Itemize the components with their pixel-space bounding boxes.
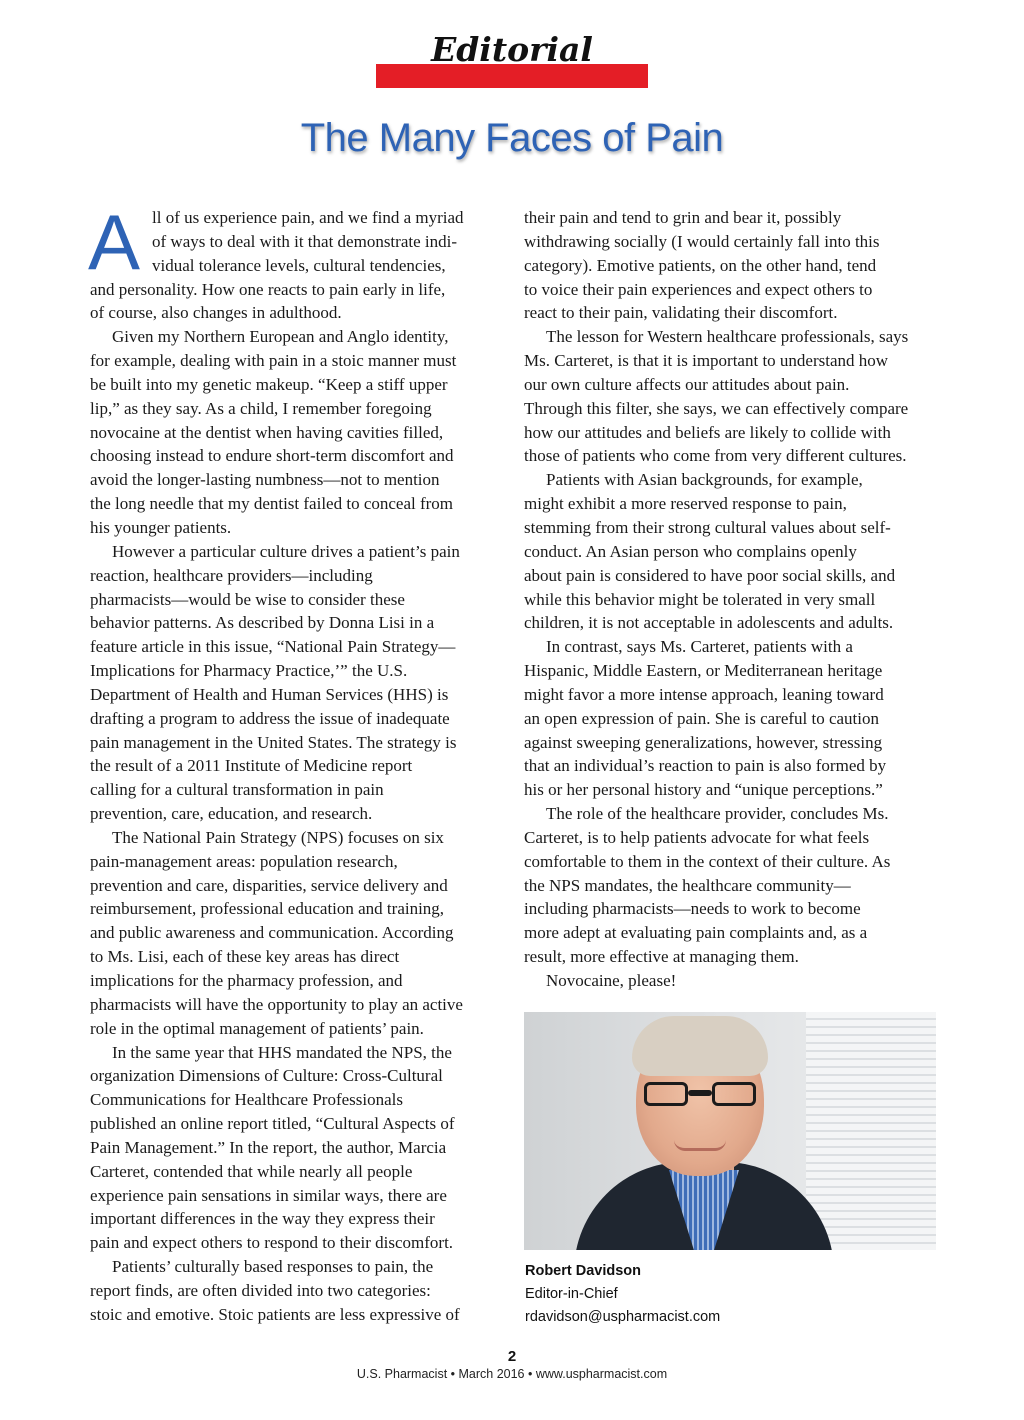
text-line: might exhibit a more reserved response to pain,	[524, 494, 847, 514]
text-line: Hispanic, Middle Eastern, or Mediterranean heritage	[524, 661, 883, 681]
text-line: Carteret, contended that while nearly all people	[90, 1161, 413, 1181]
article-column-right	[524, 206, 940, 993]
text-line: experience pain sensations in similar ways, there are	[90, 1185, 447, 1205]
text-line: to voice their pain experiences and expect others to	[524, 279, 873, 299]
text-line: novocaine at the dentist when having cavities filled,	[90, 422, 444, 442]
author-photo	[524, 1012, 936, 1250]
text-line: and public awareness and communication. According	[90, 923, 454, 943]
author-email[interactable]: rdavidson@uspharmacist.com	[525, 1309, 721, 1325]
text-line: important differences in the way they express their	[90, 1209, 435, 1229]
text-line: Through this filter, she says, we can effectively compare	[524, 398, 909, 418]
text-line: his younger patients.	[90, 517, 232, 537]
text-line: react to their pain, validating their discomfort.	[524, 303, 838, 323]
text-line: of course, also changes in adulthood.	[90, 303, 342, 323]
text-line: withdrawing socially (I would certainly fall into this	[524, 231, 880, 251]
glasses-icon	[644, 1082, 756, 1108]
text-line: reimbursement, professional education and training,	[90, 899, 445, 919]
text-line: The lesson for Western healthcare professionals, says	[546, 327, 909, 347]
text-line: Ms. Carteret, is that it is important to understand how	[524, 351, 889, 371]
text-line: However a particular culture drives a patient’s pain	[112, 541, 460, 561]
text-line: the NPS mandates, the healthcare community—	[524, 875, 851, 895]
text-line: stoic and emotive. Stoic patients are less expressive of	[90, 1304, 460, 1324]
text-line: drafting a program to address the issue of inadequate	[90, 708, 450, 728]
text-line: In the same year that HHS mandated the NPS, the	[112, 1042, 452, 1062]
text-line: Novocaine, please!	[546, 971, 677, 990]
text-line: pharmacists—would be wise to consider these	[90, 589, 405, 609]
text-line: The role of the healthcare provider, concludes Ms.	[546, 804, 889, 824]
text-line: behavior patterns. As described by Donna Lisi in a	[90, 613, 435, 633]
text-line: our own culture affects our attitudes about pain.	[524, 374, 850, 394]
text-line: the long needle that my dentist failed to conceal from	[90, 494, 454, 514]
text-line: stemming from their strong cultural values about self-	[524, 517, 891, 537]
text-line: Carteret, is to help patients advocate for what feels	[524, 827, 870, 847]
article-column-left	[88, 198, 506, 1327]
text-line: Given my Northern European and Anglo identity,	[112, 327, 449, 347]
text-line: pharmacists will have the opportunity to play an active	[90, 994, 463, 1014]
text-line: for example, dealing with pain in a stoic manner must	[90, 351, 457, 371]
text-line: organization Dimensions of Culture: Cross-Cultural	[90, 1066, 443, 1086]
text-line: avoid the longer-lasting numbness—not to mention	[90, 470, 440, 490]
text-line: prevention and care, disparities, service delivery and	[90, 875, 448, 895]
text-line: of ways to deal with it that demonstrate indi-	[152, 231, 457, 251]
text-line: lip,” as they say. As a child, I remember foregoing	[90, 398, 432, 418]
text-line: might favor a more intense approach, leaning toward	[524, 684, 884, 704]
text-line: children, it is not acceptable in adolescents and adults.	[524, 613, 894, 633]
text-line: against sweeping generalizations, however, stressing	[524, 732, 883, 752]
footer-line: U.S. Pharmacist • March 2016 • www.uspharmacist.com	[356, 1367, 668, 1381]
text-line: his or her personal history and “unique perceptions.”	[524, 780, 883, 800]
text-line: Patients’ culturally based responses to pain, the	[112, 1257, 434, 1277]
text-line: Patients with Asian backgrounds, for example,	[546, 470, 863, 490]
text-line: to Ms. Lisi, each of these key areas has direct	[90, 947, 400, 967]
window-blinds	[806, 1012, 936, 1250]
text-line: ll of us experience pain, and we find a myriad	[152, 208, 464, 227]
text-line: pain-management areas: population research,	[90, 851, 398, 871]
text-line: prevention, care, education, and research.	[90, 804, 373, 824]
article-title: The Many Faces of Pain	[300, 116, 724, 160]
text-line: Department of Health and Human Services (HHS) is	[90, 684, 449, 704]
text-line: comfortable to them in the context of their culture. As	[524, 851, 891, 871]
text-line: and personality. How one reacts to pain early in life,	[90, 279, 446, 299]
text-line: their pain and tend to grin and bear it, possibly	[524, 208, 842, 227]
text-line: pain management in the United States. The strategy is	[90, 732, 457, 752]
text-line: be built into my genetic makeup. “Keep a stiff upper	[90, 374, 448, 394]
text-line: vidual tolerance levels, cultural tendencies,	[152, 255, 446, 275]
text-line: conduct. An Asian person who complains openly	[524, 541, 857, 561]
text-line: those of patients who come from very different cultures.	[524, 446, 907, 466]
hair	[632, 1016, 768, 1076]
text-line: role in the optimal management of patients’ pain.	[90, 1018, 424, 1038]
text-line: calling for a cultural transformation in pain	[90, 780, 384, 800]
drop-cap: A	[88, 198, 141, 286]
text-line: published an online report titled, “Cultural Aspects of	[90, 1114, 455, 1134]
text-line: including pharmacists—needs to work to become	[524, 899, 861, 919]
text-line: reaction, healthcare providers—including	[90, 565, 373, 585]
text-line: report finds, are often divided into two categories:	[90, 1280, 431, 1300]
text-line: result, more effective at managing them.	[524, 947, 799, 967]
text-line: that an individual’s reaction to pain is also formed by	[524, 756, 887, 776]
author-name: Robert Davidson	[525, 1263, 642, 1279]
smile	[674, 1140, 726, 1151]
text-line: Implications for Pharmacy Practice,’” the U.S.	[90, 661, 408, 681]
text-line: Communications for Healthcare Professionals	[90, 1090, 404, 1110]
text-line: pain and expect others to respond to their discomfort.	[90, 1233, 454, 1253]
section-kicker: Editorial	[431, 30, 593, 69]
text-line: an open expression of pain. She is careful to caution	[524, 708, 880, 728]
text-line: category). Emotive patients, on the other hand, tend	[524, 255, 877, 275]
text-line: while this behavior might be tolerated in very small	[524, 589, 876, 609]
text-line: In contrast, says Ms. Carteret, patients with a	[546, 637, 853, 657]
text-line: The National Pain Strategy (NPS) focuses on six	[112, 827, 444, 847]
page-number: 2	[507, 1348, 517, 1365]
text-line: implications for the pharmacy profession, and	[90, 971, 403, 990]
text-line: how our attitudes and beliefs are likely to collide with	[524, 422, 891, 442]
author-role: Editor-in-Chief	[525, 1286, 618, 1302]
text-line: feature article in this issue, “National Pain Strategy—	[90, 637, 456, 657]
text-line: choosing instead to endure short-term discomfort and	[90, 446, 454, 466]
text-line: about pain is considered to have poor social skills, and	[524, 565, 896, 585]
text-line: more adept at evaluating pain complaints and, as a	[524, 923, 868, 943]
text-line: Pain Management.” In the report, the author, Marcia	[90, 1137, 447, 1157]
text-line: the result of a 2011 Institute of Medicine report	[90, 756, 413, 776]
